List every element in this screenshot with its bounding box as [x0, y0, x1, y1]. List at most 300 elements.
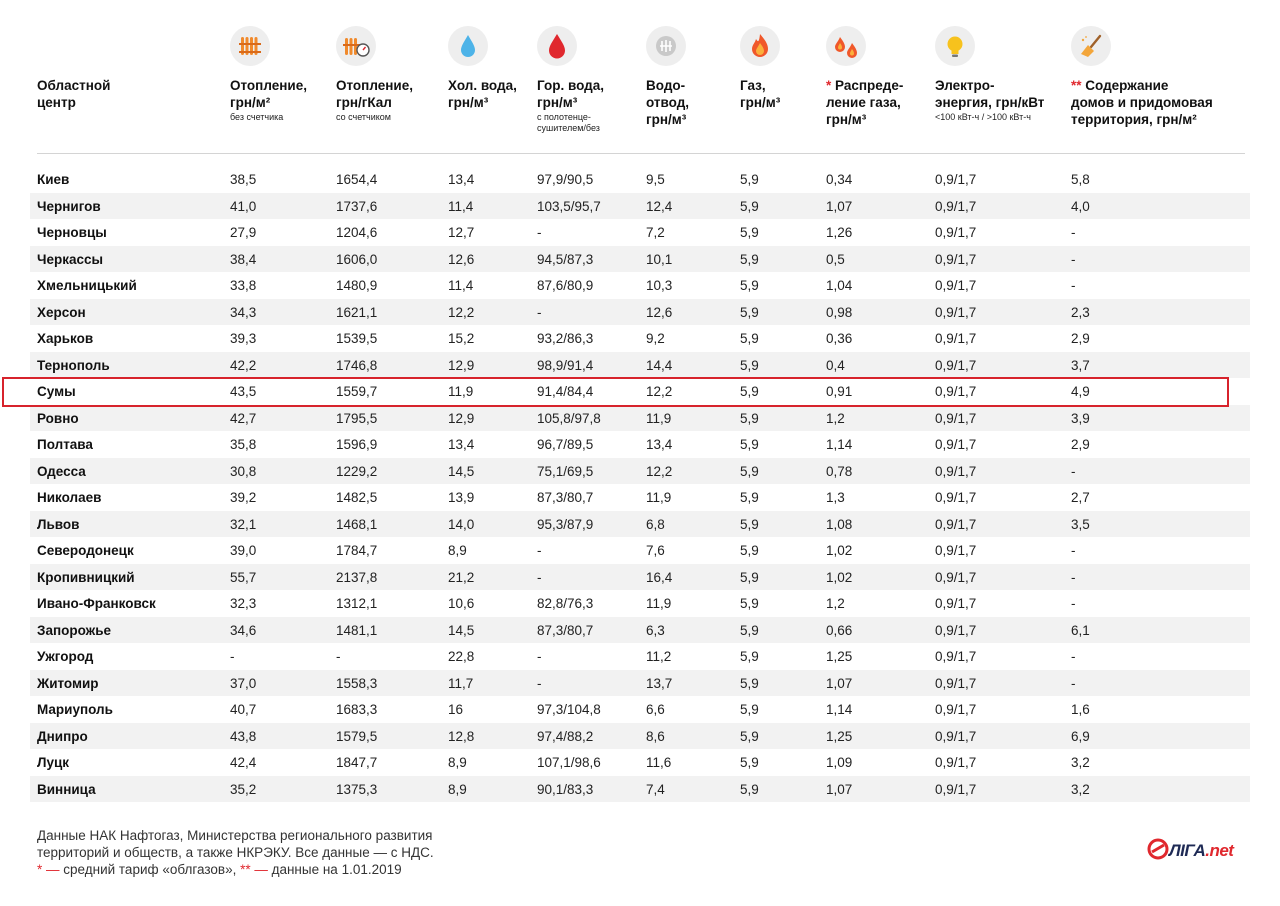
asterisk-mark: ** — [1071, 78, 1086, 93]
column-header-city — [37, 77, 110, 111]
column-header-title: Хол. вода, грн/м³ — [448, 78, 517, 110]
tariff-value: 107,1/98,6 — [537, 755, 601, 770]
city-name: Херсон — [37, 304, 86, 320]
tariff-value: 11,9 — [646, 490, 672, 505]
tariff-value: 5,9 — [740, 463, 759, 479]
tariff-value: 22,8 — [448, 649, 475, 664]
tariff-value: 1481,1 — [336, 622, 378, 638]
tariff-value: - — [1071, 543, 1076, 558]
tariff-value: 13,4 — [448, 437, 475, 452]
tariff-value: 11,4 — [448, 198, 474, 214]
table-row — [30, 484, 1250, 511]
tariff-value: 0,9/1,7 — [935, 357, 977, 373]
tariff-value: 5,9 — [740, 702, 759, 717]
tariff-value: 0,9/1,7 — [935, 384, 977, 399]
table-row — [30, 405, 1250, 432]
asterisk-legend-text: средний тариф «облгазов», — [59, 862, 241, 877]
tariff-value: 42,4 — [230, 755, 257, 770]
city-name: Житомир — [37, 675, 99, 691]
table-row — [30, 776, 1250, 803]
tariff-value: - — [537, 225, 542, 240]
tariff-value: 5,9 — [740, 357, 759, 373]
tariff-value: 13,4 — [646, 437, 673, 452]
tariff-value: 1,14 — [826, 702, 853, 717]
tariff-value: 3,2 — [1071, 755, 1090, 770]
column-header-title-text: Содержание домов и придомовая территория, грн/м² — [1071, 78, 1213, 127]
tariff-value: 0,9/1,7 — [935, 198, 977, 214]
tariff-value: 43,8 — [230, 728, 257, 744]
tariff-value: 2,7 — [1071, 490, 1090, 505]
tariff-value: 21,2 — [448, 569, 475, 585]
tariff-value: 1596,9 — [336, 437, 378, 452]
city-name: Ровно — [37, 410, 79, 426]
column-header-subtitle: со счетчиком — [336, 112, 391, 122]
tariff-value: 12,9 — [448, 410, 475, 426]
tariff-value: - — [1071, 463, 1076, 479]
tariff-value: 5,9 — [740, 331, 759, 346]
tariff-value: 0,9/1,7 — [935, 331, 977, 346]
tariff-value: 0,9/1,7 — [935, 543, 977, 558]
tariff-value: 0,9/1,7 — [935, 622, 977, 638]
table-row — [30, 643, 1250, 670]
radiator-meter-icon — [336, 26, 376, 66]
tariff-value: 11,9 — [646, 596, 672, 611]
tariff-value: 1683,3 — [336, 702, 378, 717]
city-name: Хмельницький — [37, 278, 137, 293]
tariff-value: - — [1071, 251, 1076, 267]
tariff-value: 2,9 — [1071, 331, 1090, 346]
tariff-value: 0,98 — [826, 304, 853, 320]
tariff-value: - — [1071, 225, 1076, 240]
tariff-value: 35,2 — [230, 781, 257, 797]
tariff-value: 12,9 — [448, 357, 475, 373]
tariff-value: 13,4 — [448, 172, 475, 187]
tariff-value: 39,0 — [230, 543, 257, 558]
column-header-drainage — [646, 77, 689, 128]
tariff-value: 90,1/83,3 — [537, 781, 594, 797]
tariff-value: 1,3 — [826, 490, 845, 505]
tariff-value: 8,9 — [448, 781, 467, 797]
tariff-value: 14,4 — [646, 357, 673, 373]
tariff-value: 1375,3 — [336, 781, 378, 797]
tariff-value: 1654,4 — [336, 172, 378, 187]
tariff-value: 5,9 — [740, 278, 759, 293]
tariff-value: 1,04 — [826, 278, 853, 293]
tariff-value: 0,9/1,7 — [935, 569, 977, 585]
tariff-value: 12,7 — [448, 225, 475, 240]
tariff-value: 1,02 — [826, 569, 853, 585]
source-footnote — [37, 827, 434, 878]
table-row — [30, 617, 1250, 644]
footnote-line: Данные НАК Нафтогаз, Министерства регионального развития — [37, 828, 433, 843]
tariff-value: 1229,2 — [336, 463, 378, 479]
tariff-value: 0,9/1,7 — [935, 304, 977, 320]
city-name: Кропивницкий — [37, 569, 135, 585]
tariff-value: 12,2 — [448, 304, 475, 320]
tariff-value: 0,9/1,7 — [935, 463, 977, 479]
asterisk-legend-mark: * — — [37, 862, 60, 877]
tariff-value: 13,7 — [646, 675, 673, 691]
tariff-value: 1,2 — [826, 596, 845, 611]
city-name: Тернополь — [37, 357, 110, 373]
column-header-subtitle: без счетчика — [230, 112, 284, 122]
tariff-value: 1,25 — [826, 728, 853, 744]
tariff-value: 5,9 — [740, 781, 759, 797]
tariff-value: - — [537, 649, 542, 664]
tariff-value: 42,2 — [230, 357, 257, 373]
tariff-value: 95,3/87,9 — [537, 516, 594, 532]
tariff-value: 1559,7 — [336, 384, 378, 399]
column-header-title-text: Распреде- ление газа, грн/м³ — [826, 78, 904, 127]
tariff-value: 5,9 — [740, 675, 759, 691]
tariff-value: 5,9 — [740, 410, 759, 426]
city-name: Ужгород — [37, 649, 94, 664]
table-row — [30, 193, 1250, 220]
tariff-value: 32,1 — [230, 516, 257, 532]
gas-distribution-flame-icon — [826, 26, 866, 66]
tariff-value: 105,8/97,8 — [537, 410, 601, 426]
tariff-value: 8,9 — [448, 543, 467, 558]
table-row — [30, 352, 1250, 379]
liga-net-logo — [1147, 832, 1247, 862]
tariff-value: 42,7 — [230, 410, 257, 426]
tariff-value: 0,9/1,7 — [935, 225, 977, 240]
footnote-line: территорий и обществ, а также НКРЭКУ. Все данные — с НДС. — [37, 845, 434, 860]
table-row — [30, 749, 1250, 776]
tariff-value: 5,9 — [740, 516, 759, 532]
tariff-value: 0,9/1,7 — [935, 437, 977, 452]
tariff-value: 16 — [448, 702, 464, 717]
tariff-value: 8,6 — [646, 728, 665, 744]
tariff-value: 12,6 — [448, 251, 475, 267]
table-row — [30, 299, 1250, 326]
tariff-value: 94,5/87,3 — [537, 251, 594, 267]
logo-wordmark — [1169, 841, 1233, 861]
tariff-value: 0,9/1,7 — [935, 251, 977, 267]
tariff-value: 1480,9 — [336, 278, 378, 293]
tariff-value: 4,9 — [1071, 384, 1090, 399]
tariff-value: 5,9 — [740, 198, 759, 214]
tariff-value: 4,0 — [1071, 198, 1090, 214]
tariff-value: 5,8 — [1071, 172, 1090, 187]
tariff-value: 1482,5 — [336, 490, 378, 505]
tariff-value: 1795,5 — [336, 410, 378, 426]
tariff-value: 5,9 — [740, 225, 759, 240]
tariff-value: 0,9/1,7 — [935, 596, 977, 611]
table-row — [30, 246, 1250, 273]
tariff-value: 12,2 — [646, 463, 673, 479]
city-name: Луцк — [37, 755, 70, 770]
column-header-title: Электро- энергия, грн/кВт — [935, 78, 1045, 110]
tariff-value: 1746,8 — [336, 357, 378, 373]
tariff-value: 1,02 — [826, 543, 853, 558]
column-header-title: Гор. вода, грн/м³ — [537, 78, 604, 110]
tariff-value: 14,0 — [448, 516, 475, 532]
tariff-value: 34,3 — [230, 304, 257, 320]
tariff-value: 39,3 — [230, 331, 257, 346]
tariff-value: 1,08 — [826, 516, 853, 532]
tariff-value: 1,14 — [826, 437, 853, 452]
tariff-value: 1468,1 — [336, 516, 378, 532]
tariff-value: 3,5 — [1071, 516, 1090, 532]
tariff-value: 14,5 — [448, 463, 475, 479]
tariff-value: 97,9/90,5 — [537, 172, 594, 187]
tariff-value: 3,2 — [1071, 781, 1090, 797]
tariff-value: 7,6 — [646, 543, 665, 558]
tariff-value: 5,9 — [740, 569, 759, 585]
tariff-value: 1204,6 — [336, 225, 378, 240]
footnote-legend — [37, 861, 434, 878]
tariff-value: 6,1 — [1071, 622, 1090, 638]
tariff-value: 1558,3 — [336, 675, 378, 691]
double-asterisk-legend-text: данные на 1.01.2019 — [267, 862, 402, 877]
logo-name: ЛIГА — [1169, 841, 1206, 860]
tariff-value: 1,2 — [826, 410, 845, 426]
tariff-value: 38,4 — [230, 251, 257, 267]
tariff-value: - — [537, 675, 542, 691]
tariff-value: 0,36 — [826, 331, 853, 346]
tariff-value: 91,4/84,4 — [537, 384, 594, 399]
tariff-value: 5,9 — [740, 543, 759, 558]
tariff-value: 0,9/1,7 — [935, 410, 977, 426]
tariff-value: 11,4 — [448, 278, 474, 293]
column-header-title: Водо- отвод, грн/м³ — [646, 78, 690, 127]
tariff-value: 9,5 — [646, 172, 665, 187]
tariff-value: 0,9/1,7 — [935, 728, 977, 744]
city-name: Львов — [37, 516, 80, 532]
city-name: Черкассы — [37, 251, 104, 267]
tariff-value: 33,8 — [230, 278, 257, 293]
tariff-value: 0,9/1,7 — [935, 516, 977, 532]
city-name: Северодонецк — [37, 543, 134, 558]
tariff-value: 12,4 — [646, 198, 673, 214]
tariff-value: 5,9 — [740, 622, 759, 638]
tariff-value: 9,2 — [646, 331, 665, 346]
column-header-electricity — [935, 77, 1044, 123]
tariff-value: 5,9 — [740, 728, 759, 744]
tariff-value: 0,5 — [826, 251, 845, 267]
asterisk-mark: * — [826, 78, 836, 93]
tariff-value: 1,26 — [826, 225, 853, 240]
tariff-value: 103,5/95,7 — [537, 198, 601, 214]
tariff-value: 3,9 — [1071, 410, 1090, 426]
tariff-value: 10,6 — [448, 596, 475, 611]
tariff-value: 2,9 — [1071, 437, 1090, 452]
table-row — [30, 590, 1250, 617]
tariff-value: 5,9 — [740, 755, 759, 770]
hot-water-drop-icon — [537, 26, 577, 66]
tariff-value: 0,66 — [826, 622, 853, 638]
tariff-value: 2,3 — [1071, 304, 1090, 320]
tariff-value: 5,9 — [740, 437, 759, 452]
column-header-maintenance — [1071, 77, 1213, 128]
gas-flame-icon — [740, 26, 780, 66]
tariff-value: 97,3/104,8 — [537, 702, 601, 717]
column-header-title — [826, 77, 903, 128]
city-name: Харьков — [37, 331, 94, 346]
table-row — [30, 431, 1250, 458]
tariff-value: 87,3/80,7 — [537, 622, 594, 638]
radiator-icon — [230, 26, 270, 66]
tariff-value: 12,6 — [646, 304, 673, 320]
column-header-gas-distribution — [826, 77, 903, 128]
tariff-value: 37,0 — [230, 675, 257, 691]
table-row — [30, 325, 1250, 352]
tariff-value: - — [537, 569, 542, 585]
tariff-value: 1,07 — [826, 675, 853, 691]
table-row — [30, 670, 1250, 697]
column-header-title: Газ, грн/м³ — [740, 78, 781, 110]
tariff-value: 32,3 — [230, 596, 257, 611]
column-header-heating-m2 — [230, 77, 307, 123]
tariff-value: 1,09 — [826, 755, 853, 770]
tariff-value: 15,2 — [448, 331, 475, 346]
city-name: Чернигов — [37, 198, 101, 214]
tariff-value: - — [336, 649, 341, 664]
tariff-value: 87,3/80,7 — [537, 490, 594, 505]
column-header-hot-water — [537, 77, 604, 134]
tariff-value: 11,2 — [646, 649, 672, 664]
tariff-value: 39,2 — [230, 490, 257, 505]
tariff-value: 5,9 — [740, 649, 759, 664]
tariff-value: - — [537, 543, 542, 558]
column-header-title: Отопление, грн/м² — [230, 78, 307, 110]
tariff-value: 0,78 — [826, 463, 853, 479]
city-name: Черновцы — [37, 225, 107, 240]
logo-mark-icon — [1147, 838, 1169, 860]
tariff-value: 10,1 — [646, 251, 673, 267]
tariff-value: 0,9/1,7 — [935, 649, 977, 664]
tariff-value: 1621,1 — [336, 304, 378, 320]
tariff-value: 1606,0 — [336, 251, 378, 267]
tariff-value: 1,07 — [826, 198, 853, 214]
tariff-value: 41,0 — [230, 198, 257, 214]
header-divider — [37, 153, 1245, 154]
table-row — [30, 564, 1250, 591]
tariff-value: 11,7 — [448, 675, 474, 691]
tariff-value: 1737,6 — [336, 198, 378, 214]
tariff-value: 6,8 — [646, 516, 665, 532]
city-name: Одесса — [37, 463, 86, 479]
tariff-value: - — [1071, 675, 1076, 691]
table-row — [30, 696, 1250, 723]
tariff-value: 7,2 — [646, 225, 665, 240]
tariff-value: 11,9 — [646, 410, 672, 426]
tariff-value: 1539,5 — [336, 331, 378, 346]
tariff-value: 8,9 — [448, 755, 467, 770]
cold-water-drop-icon — [448, 26, 488, 66]
tariff-value: 0,9/1,7 — [935, 755, 977, 770]
tariff-value: 0,34 — [826, 172, 853, 187]
tariff-value: 40,7 — [230, 702, 257, 717]
tariff-value: - — [537, 304, 542, 320]
tariff-value: 5,9 — [740, 304, 759, 320]
tariff-value: - — [1071, 278, 1076, 293]
tariff-value: - — [1071, 569, 1076, 585]
tariff-value: - — [1071, 596, 1076, 611]
tariff-value: 12,8 — [448, 728, 475, 744]
tariff-value: 6,6 — [646, 702, 665, 717]
column-header-subtitle: <100 кВт-ч / >100 кВт-ч — [935, 112, 1031, 122]
drain-icon — [646, 26, 686, 66]
tariff-value: 0,9/1,7 — [935, 278, 977, 293]
tariff-value: 5,9 — [740, 596, 759, 611]
column-header-title — [1071, 77, 1213, 128]
tariff-value: 82,8/76,3 — [537, 596, 594, 611]
table-row — [30, 723, 1250, 750]
tariff-value: 1784,7 — [336, 543, 378, 558]
tariff-value: 87,6/80,9 — [537, 278, 594, 293]
table-row-highlighted — [30, 378, 1250, 405]
tariff-value: 97,4/88,2 — [537, 728, 594, 744]
column-header-gas — [740, 77, 780, 111]
tariff-value: 1,6 — [1071, 702, 1090, 717]
tariff-value: 35,8 — [230, 437, 257, 452]
tariff-value: 93,2/86,3 — [537, 331, 594, 346]
tariff-value: 43,5 — [230, 384, 257, 399]
tariff-value: 1312,1 — [336, 596, 378, 611]
tariff-value: 1,07 — [826, 781, 853, 797]
tariff-value: 5,9 — [740, 490, 759, 505]
tariff-value: 3,7 — [1071, 357, 1090, 373]
tariff-value: 12,2 — [646, 384, 673, 399]
tariff-value: 98,9/91,4 — [537, 357, 594, 373]
column-header-cold-water — [448, 77, 517, 111]
tariff-value: 34,6 — [230, 622, 257, 638]
table-row — [30, 458, 1250, 485]
tariff-value: 0,9/1,7 — [935, 781, 977, 797]
city-name: Николаев — [37, 490, 102, 505]
tariff-value: 0,9/1,7 — [935, 490, 977, 505]
tariff-value: 0,4 — [826, 357, 845, 373]
city-name: Винница — [37, 781, 96, 797]
logo-suffix: .net — [1205, 841, 1234, 860]
tariff-value: 5,9 — [740, 251, 759, 267]
tariff-value: 1,25 — [826, 649, 853, 664]
tariff-value: 1847,7 — [336, 755, 378, 770]
table-row — [30, 219, 1250, 246]
city-name: Киев — [37, 172, 70, 187]
table-row — [30, 511, 1250, 538]
tariff-value: 6,9 — [1071, 728, 1090, 744]
tariff-value: 96,7/89,5 — [537, 437, 594, 452]
tariff-table-body — [30, 166, 1250, 802]
tariff-value: 1579,5 — [336, 728, 378, 744]
city-name: Ивано-Франковск — [37, 596, 156, 611]
city-name: Запорожье — [37, 622, 112, 638]
table-row — [30, 272, 1250, 299]
tariff-value: 7,4 — [646, 781, 665, 797]
tariff-value: 13,9 — [448, 490, 475, 505]
tariff-value: 0,9/1,7 — [935, 702, 977, 717]
tariff-value: 6,3 — [646, 622, 665, 638]
tariff-value: 55,7 — [230, 569, 257, 585]
table-row — [30, 166, 1250, 193]
city-name: Сумы — [37, 384, 76, 399]
table-row — [30, 537, 1250, 564]
column-header-title: Отопление, грн/гКал — [336, 78, 413, 110]
tariff-value: 38,5 — [230, 172, 257, 187]
tariff-value: 5,9 — [740, 172, 759, 187]
column-header-heating-gcal — [336, 77, 413, 123]
double-asterisk-legend-mark: ** — — [240, 862, 268, 877]
city-name: Полтава — [37, 437, 93, 452]
tariff-value: 5,9 — [740, 384, 759, 399]
column-header-subtitle: с полотенце- сушителем/без — [537, 112, 600, 133]
city-name: Мариуполь — [37, 702, 113, 717]
tariff-value: - — [1071, 649, 1076, 664]
tariff-value: 27,9 — [230, 225, 257, 240]
